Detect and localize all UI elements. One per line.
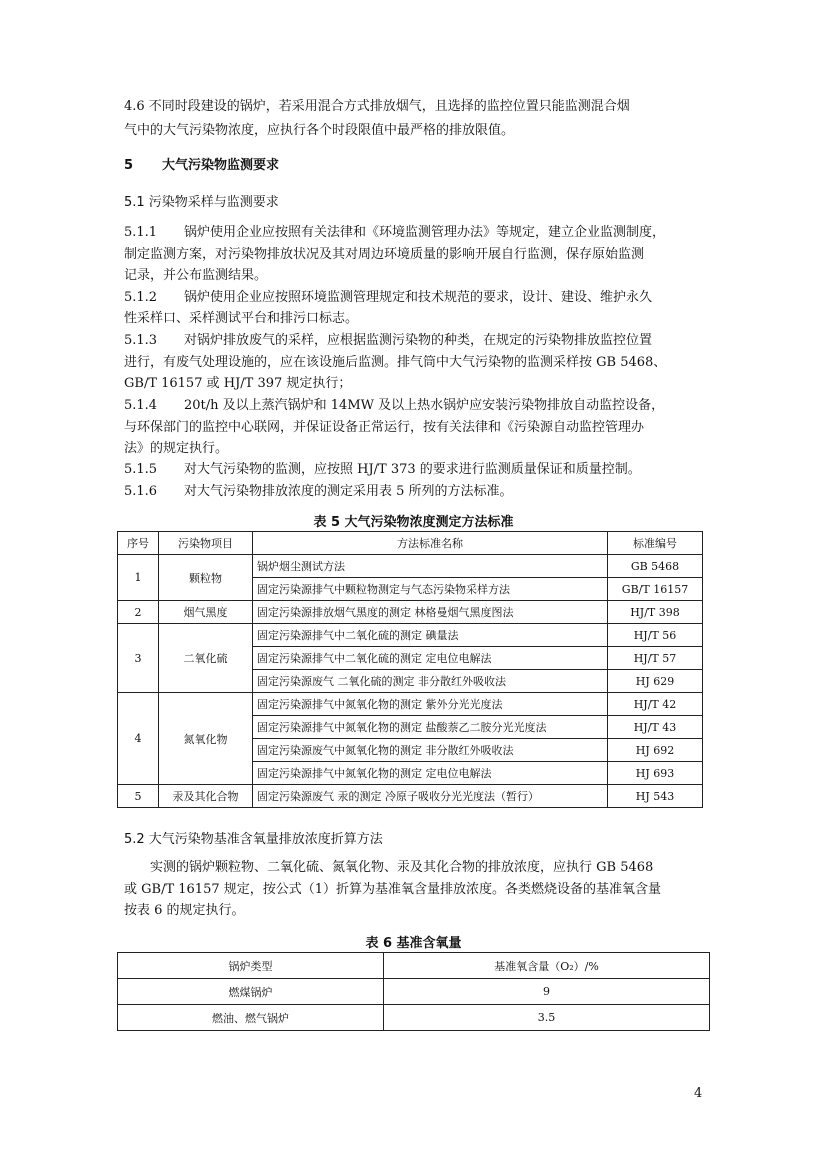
table-5: [117, 531, 703, 808]
pollutant-item: 二氧化硫: [159, 624, 253, 693]
para-5-1-3-line2: 进行，有废气处理设施的，应在该设施后监测。排气筒中大气污染物的监测采样按 GB 5468、: [124, 355, 667, 370]
table-header-row: [118, 953, 710, 979]
header-cell: 锅炉类型: [118, 953, 384, 979]
standard-code: HJ 629: [608, 670, 703, 693]
boiler-type: 燃油、燃气锅炉: [118, 1005, 384, 1031]
para-5-1-1-line3: 记录，并公布监测结果。: [124, 268, 268, 283]
page-number: 4: [694, 1086, 703, 1101]
header-cell: 基准氧含量（O₂）/%: [384, 953, 710, 979]
para-5-1-1-line1: 5.1.1 锅炉使用企业应按照有关法律和《环境监测管理办法》等规定，建立企业监测制度，: [124, 225, 666, 240]
table-row: [118, 624, 703, 647]
standard-code: HJ 693: [608, 762, 703, 785]
header-cell: 序号: [118, 532, 159, 555]
pollutant-item: 颗粒物: [159, 555, 253, 601]
standard-code: HJ 543: [608, 785, 703, 808]
para-5-2-line2: 或 GB/T 16157 规定，按公式（1）折算为基准氧含量排放浓度。各类燃烧设备的基准氧含量: [124, 882, 662, 897]
method-name: 固定污染源排气中二氧化硫的测定 定电位电解法: [253, 647, 608, 670]
header-cell: 方法标准名称: [253, 532, 608, 555]
row-number: 4: [118, 693, 159, 785]
method-name: 固定污染源排气中二氧化硫的测定 碘量法: [253, 624, 608, 647]
header-cell: 污染物项目: [159, 532, 253, 555]
method-name: 固定污染源排气中氮氧化物的测定 紫外分光光度法: [253, 693, 608, 716]
oxygen-content: 9: [384, 979, 710, 1005]
row-number: 5: [118, 785, 159, 808]
method-name: 锅炉烟尘测试方法: [253, 555, 608, 578]
method-name: 固定污染源废气中氮氧化物的测定 非分散红外吸收法: [253, 739, 608, 762]
table-row: [118, 979, 710, 1005]
para-5-1-2-line1: 5.1.2 锅炉使用企业应按照环境监测管理规定和技术规范的要求，设计、建设、维护永久: [124, 290, 653, 305]
table-row: [118, 1005, 710, 1031]
para-5-1-1-line2: 制定监测方案，对污染物排放状况及其对周边环境质量的影响开展自行监测，保存原始监测: [124, 247, 645, 262]
method-name: 固定污染源排气中颗粒物测定与气态污染物采样方法: [253, 578, 608, 601]
boiler-type: 燃煤锅炉: [118, 979, 384, 1005]
table-header-row: [118, 532, 703, 555]
pollutant-item: 氮氧化物: [159, 693, 253, 785]
section-title: 大气污染物监测要求: [162, 158, 280, 173]
standard-code: HJ 692: [608, 739, 703, 762]
standard-code: HJ/T 42: [608, 693, 703, 716]
method-name: 固定污染源排气中氮氧化物的测定 定电位电解法: [253, 762, 608, 785]
standard-code: HJ/T 43: [608, 716, 703, 739]
para-5-1-4-line1: 5.1.4 20t/h 及以上蒸汽锅炉和 14MW 及以上热水锅炉应安装污染物排放自动监控设备，: [124, 398, 665, 413]
standard-code: GB 5468: [608, 555, 703, 578]
table-row: [118, 693, 703, 716]
table-row: [118, 601, 703, 624]
para-5-1-4-line2: 与环保部门的监控中心联网，并保证设备正常运行，按有关法律和《污染源自动监控管理办: [124, 420, 645, 435]
para-5-1-3-line1: 5.1.3 对锅炉排放废气的采样，应根据监测污染物的种类，在规定的污染物排放监控位置: [124, 333, 653, 348]
oxygen-content: 3.5: [384, 1005, 710, 1031]
section-5-1-heading: 5.1 污染物采样与监测要求: [124, 195, 279, 210]
table-6-caption: 表 6 基准含氧量: [365, 936, 462, 951]
pollutant-item: 烟气黑度: [159, 601, 253, 624]
standard-code: HJ/T 56: [608, 624, 703, 647]
para-5-1-5: 5.1.5 对大气污染物的监测，应按照 HJ/T 373 的要求进行监测质量保证和质量控制。: [124, 462, 641, 477]
para-4-6-line1: 4.6 不同时段建设的锅炉，若采用混合方式排放烟气，且选择的监控位置只能监测混合烟: [124, 99, 630, 114]
pollutant-item: 汞及其化合物: [159, 785, 253, 808]
header-cell: 标准编号: [608, 532, 703, 555]
para-4-6-line2: 气中的大气污染物浓度，应执行各个时段限值中最严格的排放限值。: [124, 123, 515, 138]
method-name: 固定污染源排气中氮氧化物的测定 盐酸萘乙二胺分光光度法: [253, 716, 608, 739]
para-5-1-6: 5.1.6 对大气污染物排放浓度的测定采用表 5 所列的方法标准。: [124, 484, 513, 499]
standard-code: GB/T 16157: [608, 578, 703, 601]
standard-code: HJ/T 57: [608, 647, 703, 670]
para-5-1-3-line3: GB/T 16157 或 HJ/T 397 规定执行；: [124, 376, 352, 391]
para-5-1-4-line3: 法》的规定执行。: [124, 441, 229, 456]
row-number: 1: [118, 555, 159, 601]
section-number: 5: [124, 158, 134, 173]
para-5-1-2-line2: 性采样口、采样测试平台和排污口标志。: [124, 311, 359, 326]
section-5-heading: [124, 155, 279, 177]
method-name: 固定污染源废气 汞的测定 冷原子吸收分光光度法（暂行）: [253, 785, 608, 808]
table-row: [118, 555, 703, 578]
section-5-2-heading: 5.2 大气污染物基准含氧量排放浓度折算方法: [124, 832, 383, 847]
table-row: [118, 785, 703, 808]
table-5-caption: 表 5 大气污染物浓度测定方法标准: [313, 515, 514, 530]
row-number: 2: [118, 601, 159, 624]
method-name: 固定污染源废气 二氧化硫的测定 非分散红外吸收法: [253, 670, 608, 693]
para-5-2-line1: 实测的锅炉颗粒物、二氧化硫、氮氧化物、汞及其化合物的排放浓度，应执行 GB 5468: [150, 860, 654, 875]
standard-code: HJ/T 398: [608, 601, 703, 624]
table-6: [117, 952, 710, 1031]
row-number: 3: [118, 624, 159, 693]
para-5-2-line3: 按表 6 的规定执行。: [124, 903, 245, 918]
method-name: 固定污染源排放烟气黑度的测定 林格曼烟气黑度图法: [253, 601, 608, 624]
